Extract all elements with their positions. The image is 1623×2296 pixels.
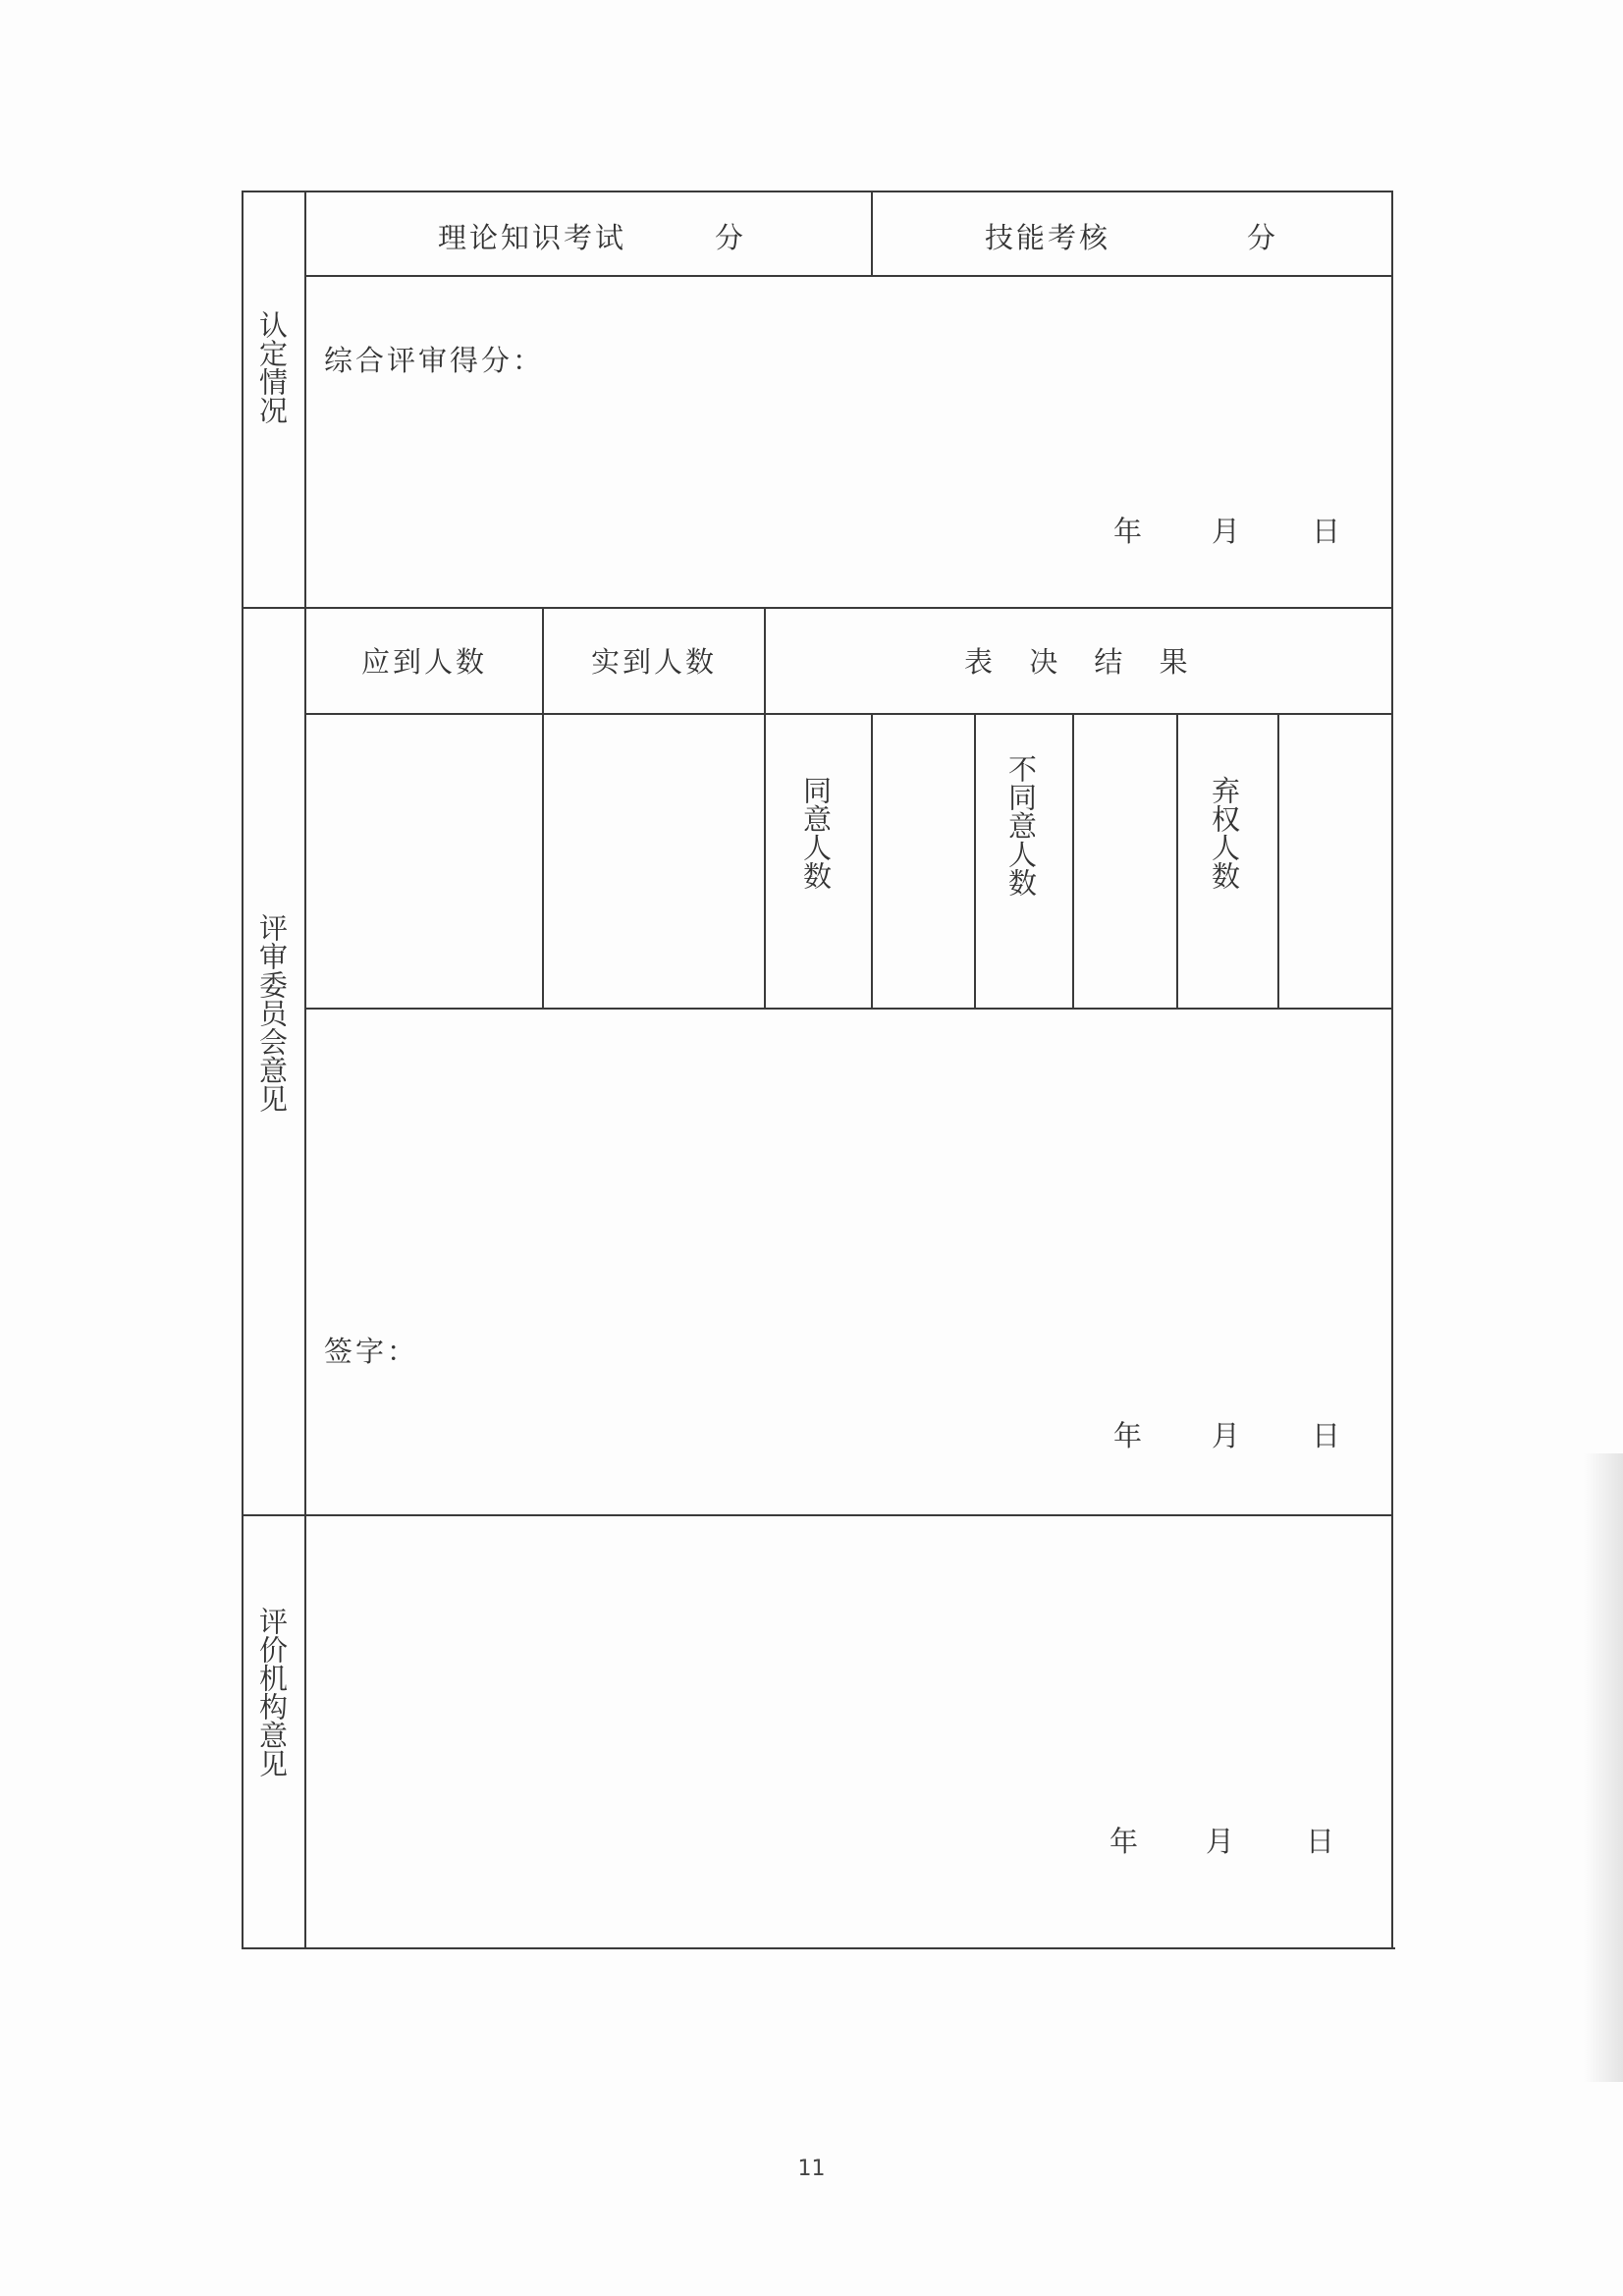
date-month: 月 — [1212, 515, 1244, 548]
label-column-divider — [304, 191, 306, 1949]
table-right-border — [1391, 191, 1393, 1949]
vote-column-divider — [1072, 713, 1074, 1010]
recognition-section-label: 认定情况 — [255, 310, 289, 424]
disagree-count-label: 不同意人数 — [1004, 754, 1038, 897]
date-day: 日 — [1312, 515, 1344, 548]
table-top-border — [242, 191, 1393, 192]
row-divider — [304, 713, 1393, 715]
vote-result-header: 表 决 结 果 — [964, 645, 1202, 679]
row-divider — [304, 1008, 1393, 1010]
institution-section-label: 评价机构意见 — [255, 1607, 289, 1777]
vote-column-divider — [1277, 713, 1279, 1010]
theory-exam-unit: 分 — [715, 221, 747, 254]
vote-column-divider — [871, 713, 873, 1010]
date-year: 年 — [1109, 1825, 1142, 1858]
skill-assessment-unit: 分 — [1247, 221, 1279, 254]
actual-count-header: 实到人数 — [591, 645, 718, 679]
composite-score-label: 综合评审得分： — [324, 344, 545, 377]
date-day: 日 — [1312, 1419, 1344, 1452]
date-year: 年 — [1113, 515, 1146, 548]
vote-column-divider — [764, 607, 766, 1010]
date-year: 年 — [1113, 1419, 1146, 1452]
score-column-divider — [871, 191, 873, 277]
expected-count-header: 应到人数 — [361, 645, 488, 679]
agree-count-label: 同意人数 — [799, 776, 833, 890]
date-month: 月 — [1206, 1825, 1238, 1858]
table-left-border — [242, 191, 243, 1949]
date-day: 日 — [1306, 1825, 1338, 1858]
section-divider — [242, 1514, 1393, 1516]
abstain-count-label: 弃权人数 — [1208, 776, 1241, 890]
table-bottom-border — [242, 1947, 1395, 1949]
vote-column-divider — [974, 713, 976, 1010]
signature-label: 签字： — [324, 1335, 419, 1368]
skill-assessment-label: 技能考核 — [985, 221, 1111, 254]
committee-section-label: 评审委员会意见 — [255, 913, 289, 1113]
scan-shadow — [1584, 1453, 1623, 2082]
vote-column-divider — [1176, 713, 1178, 1010]
section-divider — [242, 607, 1393, 609]
vote-column-divider — [542, 607, 544, 1010]
page-number: 11 — [797, 2157, 826, 2181]
date-month: 月 — [1212, 1419, 1244, 1452]
theory-exam-label: 理论知识考试 — [438, 221, 627, 254]
row-divider — [304, 275, 1393, 277]
